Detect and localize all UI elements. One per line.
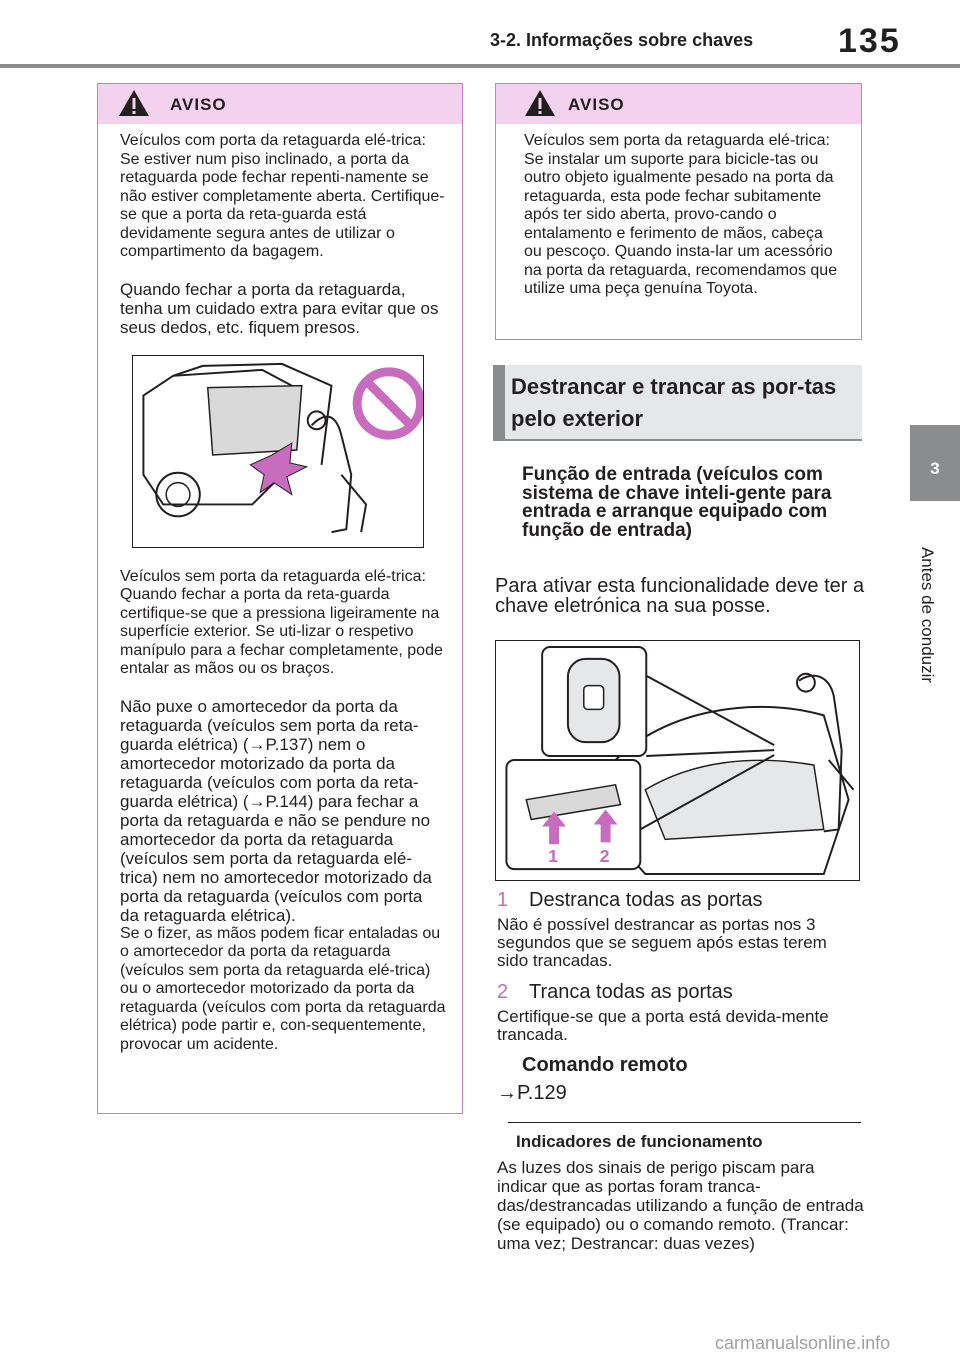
warning-triangle-icon: [524, 89, 556, 117]
figure-label-1: 1: [548, 846, 559, 867]
warning-paragraph: Se o fizer, as mãos podem ficar entaladas ou o amortecedor da porta da retaguarda (veículos sem porta da retaguarda elé-trica) ou o amortecedor motorizado da porta da retaguarda (veículos com porta da retaguarda elétrica) pode partir e, con-sequentemente, provocar um acidente.: [120, 924, 446, 1053]
warning-paragraph: Quando fechar a porta da retaguarda, tenha um cuidado extra para evitar que os seus dedos, etc. fiquem presos.: [120, 279, 439, 337]
warning-label: AVISO: [170, 95, 227, 114]
list-item-title: [497, 981, 733, 1004]
warning-label: AVISO: [568, 95, 625, 114]
figure-label-2: 2: [599, 846, 610, 867]
chapter-label-text: Antes de conduzir: [918, 546, 937, 684]
warning-paragraph: Veículos sem porta da retaguarda elé-trica: Se instalar um suporte para bicicle-tas ou outro objeto igualmente pesado na porta da retaguarda, esta pode fechar subitamente após ter sido aberta, provo-cando o entalamento e ferimento de mãos, cabeça ou pescoço. Quando insta-lar um acessório na porta da retaguarda, recomendamos que utilize uma peça genuína Toyota.: [524, 132, 838, 297]
warning-box-left: [97, 83, 463, 1114]
header-rule: [0, 64, 960, 68]
chapter-tab: 3: [910, 425, 960, 501]
list-item-number: 2: [497, 981, 509, 1003]
warning-paragraph: Veículos com porta da retaguarda elé-trica: Se estiver num piso inclinado, a porta da retaguarda pode fechar repenti-namente se não estiver completamente aberta. Certifique-se que a porta da reta-guarda está devidamente segura antes de utilizar o compartimento da bagagem.: [120, 132, 445, 260]
paragraph-entry-function: Para ativar esta funcionalidade deve ter a chave eletrónica na sua posse.: [495, 575, 865, 617]
smart-key-tailgate-illustration: [495, 640, 860, 881]
subheading-entry-function: Função de entrada (veículos com sistema de chave inteli-gente para entrada e arranque equipado com função de entrada): [522, 464, 832, 541]
warning-paragraph: Não puxe o amortecedor da porta da retaguarda (veículos sem porta da reta-guarda elétrica) (→P.137) nem o amortecedor motorizado da porta da retaguarda (veículos com porta da reta-guarda elétrica) (→P.144) para fechar a porta da retaguarda e não se pendure no amortecedor da porta da retaguarda (veículos sem porta da retaguarda elé-trica) nem no amortecedor motorizado da porta da retaguarda (veículos com porta da retaguarda elétrica).: [120, 696, 432, 925]
list-item-label: Destranca todas as portas: [529, 889, 763, 911]
section-header: 3-2. Informações sobre chaves: [490, 30, 754, 50]
chapter-label: [903, 515, 951, 715]
subheading-remote: Comando remoto: [522, 1054, 688, 1076]
list-item-description: Não é possível destrancar as portas nos 3 segundos que se seguem após estas terem sido trancadas.: [497, 915, 827, 970]
warning-triangle-icon: [118, 89, 150, 117]
paragraph-indicators: As luzes dos sinais de perigo piscam para indicar que as portas foram tranca-das/destrancadas utilizando a função de entrada (se equipado) ou o comando remoto. (Trancar: uma vez; Destrancar: duas vezes): [497, 1158, 864, 1253]
list-item-label: Tranca todas as portas: [529, 981, 733, 1003]
warning-paragraph: Veículos sem porta da retaguarda elé-trica: Quando fechar a porta da reta-guarda certifique-se que a pressiona ligeiramente na superfície exterior. Se uti-lizar o respetivo manípulo para a fechar completamente, pode entalar as mãos ou os braços.: [120, 567, 443, 677]
warning-header: [496, 84, 861, 124]
list-item-title: [497, 889, 762, 912]
warning-box-right: [495, 83, 862, 340]
divider: [508, 1122, 861, 1123]
section-title: Destrancar e trancar as por-tas pelo exterior: [493, 365, 862, 441]
list-item-description: Certifique-se que a porta está devida-mente trancada.: [497, 1007, 829, 1044]
tailgate-pinch-illustration: [132, 355, 424, 548]
watermark: carmanualsonline.info: [715, 1333, 891, 1353]
page-reference-link[interactable]: →P.129: [497, 1082, 567, 1104]
warning-header: [98, 84, 462, 124]
page-number: 135: [838, 22, 901, 60]
subheading-indicators: Indicadores de funcionamento: [516, 1132, 763, 1151]
list-item-number: 1: [497, 889, 509, 911]
